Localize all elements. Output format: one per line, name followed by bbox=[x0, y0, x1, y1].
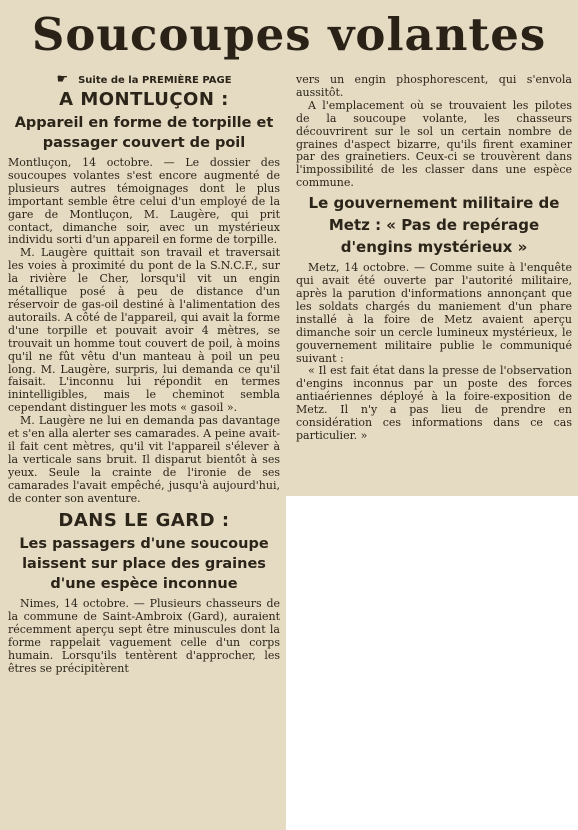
right-column bbox=[296, 74, 572, 443]
continuation-line bbox=[8, 72, 280, 88]
gard-continuation-paragraph-1: vers un engin phosphorescent, qui s'envola aussitôt. bbox=[296, 73, 572, 99]
gard-continuation-paragraph-2: A l'emplacement où se trouvaient les pilotes de la soucoupe volante, les chasseurs découvrirent sur le sol un certain nombre de graines d'aspect bizarre, qu'ils firent examiner par des grainetiers. Ceux-ci se trouvèrent dans l'impossibilité de les classer dans une espèce commune. bbox=[296, 98, 572, 190]
section-montlucon-place: A MONTLUÇON : bbox=[59, 89, 229, 110]
section-gard-headline: Les passagers d'une soucoupe laissent sur place des graines d'une espèce inconnue bbox=[19, 536, 269, 593]
continuation-page: PREMIÈRE PAGE bbox=[141, 75, 232, 86]
montlucon-paragraph-1: Montluçon, 14 octobre. — Le dossier des soucoupes volantes s'est encore augmenté de plusieurs autres témoignages dont le plus important semble être celui d'un employé de la gare de Montluçon, M. Laugère, qui prit contact, dimanche soir, avec un mystérieux individu sorti d'un appareil en forme de torpille. bbox=[8, 156, 280, 247]
continuation-prefix: Suite de la bbox=[78, 75, 139, 86]
masthead-title: Soucoupes volantes bbox=[31, 8, 547, 61]
montlucon-paragraph-2: M. Laugère quittait son travail et traversait les voies à proximité du pont de la S.N.C.F., sur la rivière le Cher, lorsqu'il vit un engin métallique posé à peu de distance d'un réservoir de gas-oil destiné à l'alimentation des autorails. A côté de l'appareil, qui avait la forme d'une torpille et pouvait avoir 4 mètres, se trouvait un homme tout couvert de poil, à moins qu'il ne fût vêtu d'un manteau à poil un peu long. M. Laugère, surpris, lui demanda ce qu'il faisait. L'inconnu lui répondit en termes inintelligibles, mais le cheminot sembla cependant distinguer les mots « gasoil ». bbox=[8, 246, 280, 415]
montlucon-paragraph-3: M. Laugère ne lui en demanda pas davantage et s'en alla alerter ses camarades. A peine avait-il fait cent mètres, qu'il vit l'appareil s'élever à la verticale sans bruit. Il disparut bientôt à ses yeux. Seule la crainte de l'ironie de ses camarades l'avait empêché, jusqu'à aujourd'hui, de conter son aventure. bbox=[8, 414, 280, 505]
section-montlucon-headline: Appareil en forme de torpille et passager couvert de poil bbox=[14, 115, 274, 151]
pointing-hand-icon: ☛ bbox=[56, 72, 69, 87]
gard-paragraph-1: Nimes, 14 octobre. — Plusieurs chasseurs de la commune de Saint-Ambroix (Gard), auraient récemment aperçu sept être minuscules dont la forme rappelait vaguement celle d'un corps humain. Lorsqu'ils tentèrent d'approcher, les êtres se précipitèrent bbox=[8, 597, 280, 675]
section-gard-place: DANS LE GARD : bbox=[58, 510, 230, 532]
section-metz-headline: Le gouvernement militaire de Metz : « Pas de repérage d'engins mystérieux » bbox=[308, 194, 560, 257]
left-column bbox=[8, 72, 280, 676]
metz-paragraph-2: « Il est fait état dans la presse de l'observation d'engins inconnus par un poste des forces antiaériennes déployé à la foire-exposition de Metz. Il n'y a pas lieu de prendre en considération ces informations dans ce cas particulier. » bbox=[296, 364, 572, 442]
metz-paragraph-1: Metz, 14 octobre. — Comme suite à l'enquête qui avait été ouverte par l'autorité militaire, après la parution d'informations annonçant que les soldats chargés du maniement d'un phare installé à la foire de Metz avaient aperçu dimanche soir un cercle lumineux mystérieux, le gouvernement militaire publie le communiqué suivant : bbox=[296, 261, 572, 365]
